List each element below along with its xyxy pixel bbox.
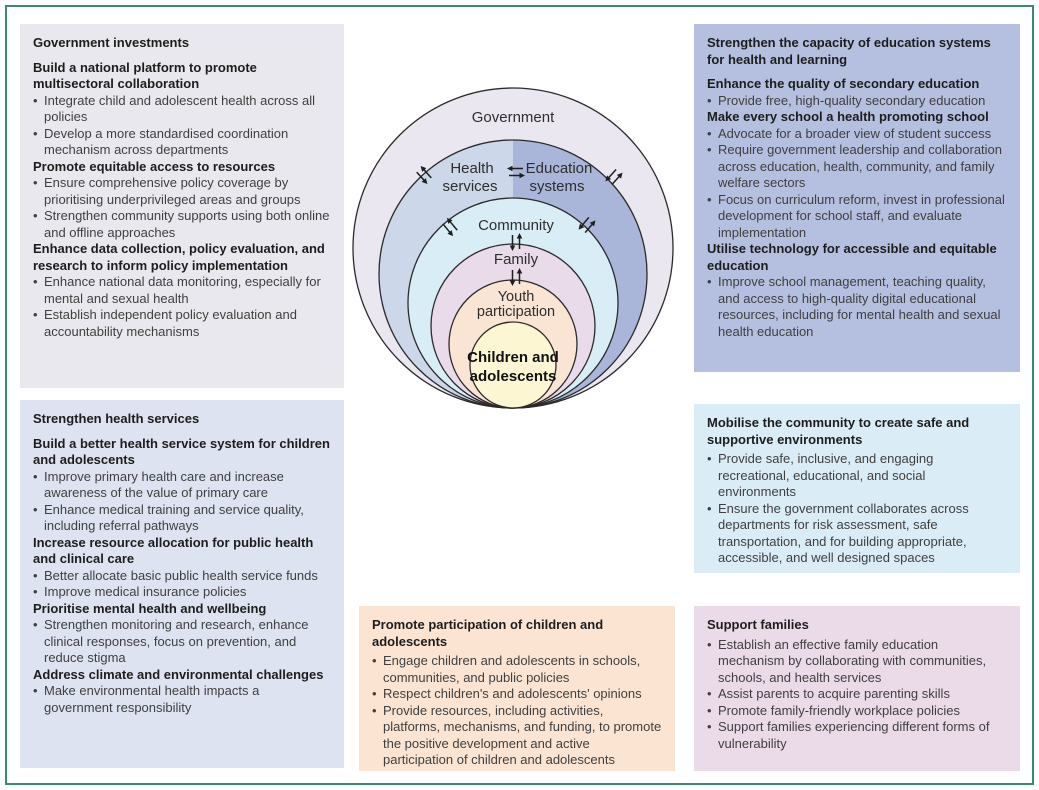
label-education-systems: systems — [529, 178, 585, 195]
subheading: Promote equitable access to resources — [33, 158, 276, 174]
ecosystem-diagram — [350, 60, 695, 420]
bullet-item — [707, 703, 1007, 720]
bullet-marker: • — [707, 636, 712, 652]
bullet-text: Respect children's and adolescents' opinions — [383, 686, 642, 701]
box-title: Promote participation of children and adolescents — [372, 617, 604, 649]
bullet-text: Establish an effective family education mechanism by collaborating with communities, schools, and health services — [718, 636, 987, 685]
bullet-item — [33, 208, 331, 241]
subheading: Increase resource allocation for public health and clinical care — [33, 534, 314, 566]
label-children-adolescents: Children and — [467, 349, 559, 366]
bullet-marker: • — [707, 686, 712, 701]
bullet-marker: • — [707, 274, 712, 289]
bullet-marker: • — [707, 125, 712, 141]
box-content — [372, 653, 662, 769]
bullet-text: Advocate for a broader view of student success — [718, 125, 992, 141]
bullet-marker: • — [33, 307, 38, 322]
bullet-item — [707, 719, 1007, 752]
bullet-marker: • — [372, 686, 377, 701]
bullet-marker: • — [707, 451, 712, 466]
bullet-marker: • — [707, 719, 712, 734]
label-children-adolescents: adolescents — [469, 368, 557, 385]
bullet-marker: • — [33, 468, 38, 484]
box-title: Strengthen health services — [33, 411, 200, 426]
bullet-text: Promote family-friendly workplace policies — [718, 702, 961, 718]
bullet-item — [707, 126, 1007, 143]
bullet-text: Enhance medical training and service quality, including referral pathways — [44, 501, 304, 533]
box-title: Strengthen the capacity of education systems for health and learning — [707, 35, 991, 67]
bullet-marker: • — [707, 142, 712, 157]
bullet-item — [372, 686, 662, 703]
bullet-item — [707, 192, 1007, 242]
bullet-marker: • — [707, 191, 712, 207]
box-support-families — [694, 606, 1020, 771]
bullet-text: Provide resources, including activities, platforms, mechanisms, and funding, to promote the positive development and active participation of children and adolescents — [383, 702, 662, 767]
bullet-text: Provide free, high-quality secondary education — [718, 92, 986, 108]
bullet-text: Require government leadership and collaboration across education, health, community, and family welfare sectors — [718, 142, 1003, 190]
bullet-text: Strengthen community supports using both online and offline approaches — [44, 208, 330, 240]
bullet-item — [33, 126, 331, 159]
bullet-item — [33, 93, 331, 126]
subheading: Prioritise mental health and wellbeing — [33, 600, 267, 616]
subheading: Enhance data collection, policy evaluation, and research to inform policy implementation — [33, 241, 325, 273]
bullet-marker: • — [33, 175, 38, 190]
label-community: Community — [478, 217, 554, 234]
bullet-text: Provide safe, inclusive, and engaging recreational, educational, and social environments — [718, 451, 934, 499]
bullet-marker: • — [707, 500, 712, 516]
bullet-item — [33, 307, 331, 340]
label-health-services: services — [442, 178, 498, 195]
bullet-text: Better allocate basic public health service funds — [44, 567, 318, 583]
bullet-text: Improve school management, teaching quality, and access to high-quality digital educational resources, including for mental health and sexual health education — [718, 274, 1001, 339]
subheading: Make every school a health promoting school — [707, 109, 989, 124]
box-participation — [359, 606, 675, 771]
bullet-marker: • — [33, 617, 38, 632]
subheading: Build a better health service system for children and adolescents — [33, 435, 330, 467]
bullet-text: Establish independent policy evaluation and accountability mechanisms — [44, 307, 297, 339]
bullet-marker: • — [707, 92, 712, 108]
bullet-marker: • — [372, 653, 377, 668]
bullet-marker: • — [33, 92, 38, 108]
bullet-item — [33, 584, 331, 601]
bullet-item — [372, 703, 662, 769]
box-title: Government investments — [33, 35, 190, 50]
label-health-services: Health — [450, 160, 494, 177]
box-community — [694, 404, 1020, 573]
bullet-item — [707, 501, 1007, 567]
bullet-item — [372, 653, 662, 686]
bullet-item — [33, 502, 331, 535]
bullet-item — [707, 637, 1007, 687]
bullet-text: Make environmental health impacts a government responsibility — [44, 683, 260, 715]
box-content — [707, 76, 1007, 340]
label-family: Family — [493, 251, 539, 268]
subheading: Build a national platform to promote multisectoral collaboration — [33, 59, 257, 91]
box-content — [33, 436, 331, 717]
box-content — [707, 451, 1007, 567]
box-title: Support families — [707, 617, 809, 632]
box-title: Mobilise the community to create safe and supportive environments — [707, 415, 970, 447]
bullet-item — [33, 683, 331, 716]
bullet-text: Assist parents to acquire parenting skills — [718, 686, 950, 701]
bullet-marker: • — [33, 501, 38, 517]
box-health-services — [20, 400, 344, 768]
bullet-marker: • — [33, 274, 38, 289]
label-government: Government — [471, 109, 555, 126]
bullet-item — [33, 568, 331, 585]
bullet-item — [33, 274, 331, 307]
box-government-investments — [20, 24, 344, 388]
bullet-text: Develop a more standardised coordination mechanism across departments — [44, 125, 289, 157]
bullet-item — [33, 469, 331, 502]
label-education-systems: Education — [525, 160, 593, 177]
label-youth-participation: Youth — [497, 289, 535, 305]
bullet-text: Improve medical insurance policies — [44, 584, 247, 599]
bullet-marker: • — [33, 567, 38, 583]
box-content — [33, 60, 331, 341]
bullet-item — [707, 274, 1007, 340]
label-youth-participation: participation — [476, 304, 556, 320]
bullet-text: Strengthen monitoring and research, enhance clinical responses, focus on prevention, and reduce stigma — [44, 617, 309, 665]
bullet-item — [707, 686, 1007, 703]
bullet-item — [33, 175, 331, 208]
bullet-item — [707, 451, 1007, 501]
bullet-text: Integrate child and adolescent health across all policies — [44, 92, 316, 124]
bullet-marker: • — [707, 702, 712, 718]
box-content — [707, 637, 1007, 753]
bullet-text: Engage children and adolescents in schools, communities, and public policies — [383, 653, 641, 685]
bullet-text: Focus on curriculum reform, invest in professional development for school staff, and evaluate implementation — [718, 191, 1005, 240]
bullet-text: Improve primary health care and increase awareness of the value of primary care — [44, 468, 284, 500]
subheading: Utilise technology for accessible and equitable education — [707, 241, 997, 273]
bullet-marker: • — [33, 125, 38, 141]
bullet-text: Support families experiencing different forms of vulnerability — [718, 719, 990, 751]
bullet-text: Enhance national data monitoring, especially for mental and sexual health — [44, 274, 321, 306]
bullet-marker: • — [33, 683, 38, 698]
bullet-marker: • — [33, 208, 38, 223]
box-education-systems — [694, 24, 1020, 372]
bullet-item — [707, 93, 1007, 110]
subheading: Enhance the quality of secondary education — [707, 76, 980, 91]
bullet-marker: • — [33, 584, 38, 599]
bullet-marker: • — [372, 702, 377, 718]
subheading: Address climate and environmental challenges — [33, 666, 324, 682]
bullet-item — [707, 142, 1007, 192]
bullet-item — [33, 617, 331, 667]
bullet-text: Ensure comprehensive policy coverage by prioritising underprivileged areas and groups — [44, 175, 301, 207]
bullet-text: Ensure the government collaborates across departments for risk assessment, safe transportation, and for building appropriate, accessible, and well designed spaces — [718, 500, 969, 565]
